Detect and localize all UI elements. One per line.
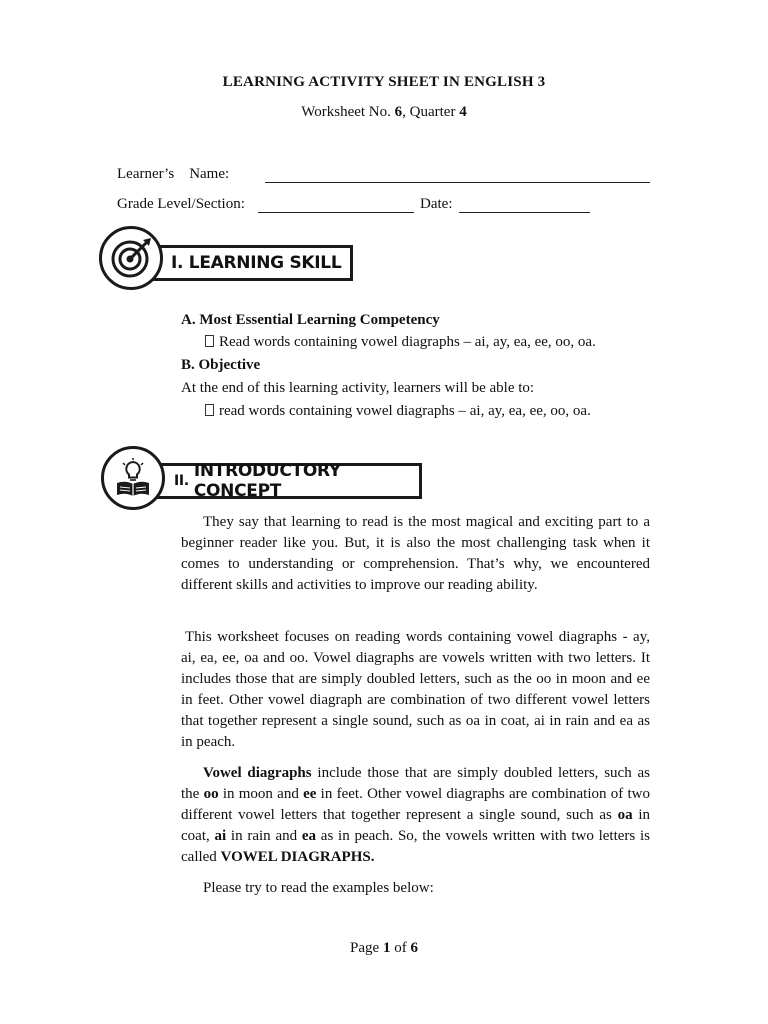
page-label: Page xyxy=(350,940,383,956)
learner-name-row xyxy=(117,166,229,183)
competency-item xyxy=(205,334,596,351)
lightbulb-book-icon xyxy=(101,446,165,510)
quarter-number: 4 xyxy=(459,104,467,120)
worksheet-subtitle xyxy=(0,104,768,121)
intro-paragraph-2: This worksheet focuses on reading words containing vowel diagraphs - ay, ai, ea, ee, oa and oo. Vowel diagraphs are vowels written with two letters. It includes those that are simply doubled letters, such as the oo in moon and ee in feet. Other vowel diagraph are combination of two different vowel letters that together represent a single sound, such as oa in coat, ai in rain and ea as in peach. xyxy=(181,629,650,750)
objective-intro: At the end of this learning activity, learners will be able to: xyxy=(181,380,535,396)
page-of: of xyxy=(390,940,411,956)
grade-section-label: Grade Level/Section: xyxy=(117,196,245,212)
worksheet-number: 6 xyxy=(394,104,403,120)
document-title: LEARNING ACTIVITY SHEET IN ENGLISH 3 xyxy=(222,74,546,90)
date-label: Date: xyxy=(420,196,453,212)
bullet-icon xyxy=(205,404,214,416)
objective-text: read words containing vowel diagraphs – ai, ay, ea, ee, oo, oa. xyxy=(219,403,591,419)
intro-paragraph-3 xyxy=(181,763,650,868)
total-pages: 6 xyxy=(410,940,418,956)
section-introductory-concept-heading: INTRODUCTORY CONCEPT xyxy=(193,461,341,501)
learner-name-label: Learner’s Name: xyxy=(117,166,230,182)
paragraph-text: as in peach. So, the vowels written with two letters is called xyxy=(181,828,650,865)
intro-paragraph-1: They say that learning to read is the most magical and exciting part to a beginner reader like you. But, it is also the most challenging task when it comes to understanding or comprehension. That’s why, we encountered different skills and activities to improve our reading ability. xyxy=(181,514,650,593)
objective-item xyxy=(205,403,591,420)
paragraph-text: in rain and xyxy=(226,828,302,844)
worksheet-label: Worksheet No. xyxy=(301,104,395,120)
section-number: II. xyxy=(174,473,189,489)
section-learning-skill-heading: I. LEARNING SKILL xyxy=(171,253,342,273)
diagraph-ai: ai xyxy=(214,828,227,844)
diagraph-ee: ee xyxy=(303,786,317,802)
quarter-label: , Quarter xyxy=(402,104,460,120)
current-page: 1 xyxy=(382,940,391,956)
paragraph-text: include those that are simply doubled letters, such as the xyxy=(181,765,650,802)
diagraph-oa: oa xyxy=(617,807,633,823)
term-vowel-diagraphs-caps: VOWEL DIAGRAPHS. xyxy=(220,849,375,865)
bullet-icon xyxy=(205,335,214,347)
term-vowel-diagraphs: Vowel diagraphs xyxy=(203,765,312,781)
diagraph-oo: oo xyxy=(203,786,219,802)
section-introductory-concept-banner xyxy=(148,463,422,499)
paragraph-text: in moon and xyxy=(218,786,304,802)
diagraph-ea: ea xyxy=(301,828,317,844)
competency-text: Read words containing vowel diagraphs – ai, ay, ea, ee, oo, oa. xyxy=(219,334,596,350)
paragraph-text: in coat, xyxy=(181,807,650,844)
paragraph-text: in feet. Other vowel diagraphs are combination of two different vowel letters that together represent a single sound, such as xyxy=(181,786,651,823)
target-icon xyxy=(99,226,163,290)
intro-paragraph-4: Please try to read the examples below: xyxy=(203,880,434,896)
date-field[interactable] xyxy=(459,198,590,213)
objective-heading: B. Objective xyxy=(181,357,261,373)
section-learning-skill-banner xyxy=(145,245,353,281)
grade-section-field[interactable] xyxy=(258,198,414,213)
learner-name-field[interactable] xyxy=(265,168,650,183)
competency-heading: A. Most Essential Learning Competency xyxy=(181,312,440,328)
page-number xyxy=(0,940,768,957)
